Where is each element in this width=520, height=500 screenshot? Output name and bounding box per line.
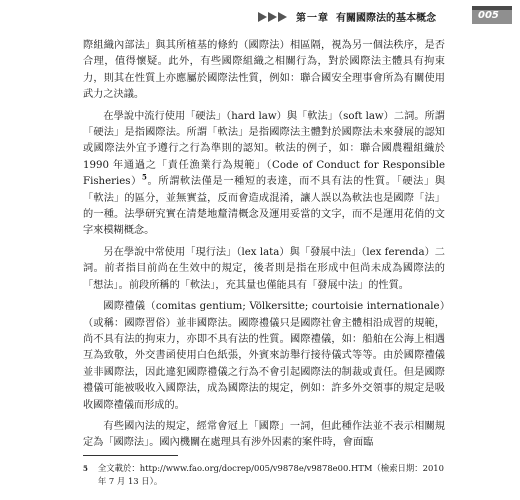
footnote-mark: 5 [83, 464, 88, 473]
footnote-divider [83, 455, 178, 456]
footnote [83, 462, 445, 488]
paragraph-2-text-a: 在學說中流行使用「硬法」（hard law）與「軟法」（soft law）二詞。所謂「硬法」是指國際法。所謂「軟法」是指國際法主體對於國際法未來發展的認知或國際法外宜予遵行之行為準則的認知。軟法的例子，如：聯合國農糧組織於 1990 年通過之「責任漁業行為規範」（Code of Conduct for Responsible Fisheries） [83, 110, 445, 188]
paragraph-1: 際組織內部法」與其所植基的條約（國際法）相區隔，視為另一個法秩序，是否合理，值得懷疑。此外，有些國際組織之相關行為，對於國際法主體具有拘束力，則其在性質上亦應屬於國際法性質，例如：聯合國安全理事會所為有關使用武力之決議。 [83, 40, 445, 101]
triple-arrow-icon [258, 11, 287, 23]
chapter-title: 有關國際法的基本概念 [336, 13, 436, 24]
page-header [0, 0, 520, 30]
paragraph-2-text-b: 。所謂軟法僅是一種短的表達，而不具有法的性質。「硬法」與「軟法」的區分，並無實益，反而會造成混淆，讓人誤以為軟法也是國際「法」的一種。法學研究實在清楚地釐清概念及運用妥當的文字，而不是運用花俏的文字來模糊概念。 [83, 176, 446, 237]
footnote-text: 全文載於：http://www.fao.org/docrep/005/v9878e/v9878e00.HTM（檢索日期：2010 年 7 月 13 日）。 [97, 463, 444, 486]
body-text [83, 38, 445, 457]
paragraph-2 [83, 109, 445, 240]
paragraph-4: 國際禮儀（comitas gentium; Völkersitte; courtoisie internationale）（或稱：國際習俗）並非國際法。國際禮儀只是國際社會主體相沿成習的規範，尚不具有法的拘束力，亦即不具有法的性質。國際禮儀，如：船舶在公海上相遇互為致敬，外交書函使用白色紙張，外賓來訪舉行接待儀式等等。由於國際禮儀並非國際法，因此違犯國際禮儀之行為不會引起國際法的制裁或責任。但是國際禮儀可能被吸收入國際法，成為國際法的規定，例如：許多外交領事的規定是吸收國際禮儀而形成的。 [83, 301, 445, 411]
page-number: 005 [478, 10, 499, 21]
paragraph-5: 有些國內法的規定，經常會冠上「國際」一詞，但此種作法並不表示相關規定為「國際法」。國內機關在處理具有涉外因素的案件時，會面臨 [83, 420, 445, 449]
footnote-reference[interactable]: 5 [142, 172, 147, 182]
chapter-label: 第一章 [296, 13, 329, 24]
paragraph-3: 另在學說中常使用「現行法」（lex lata）與「發展中法」（lex ferenda）二詞。前者指目前尚在生效中的規定，後者則是指在形成中但尚未成為國際法的「想法」。前段所稱的「軟法」，充其量也僅能具有「發展中法」的性質。 [83, 246, 445, 291]
